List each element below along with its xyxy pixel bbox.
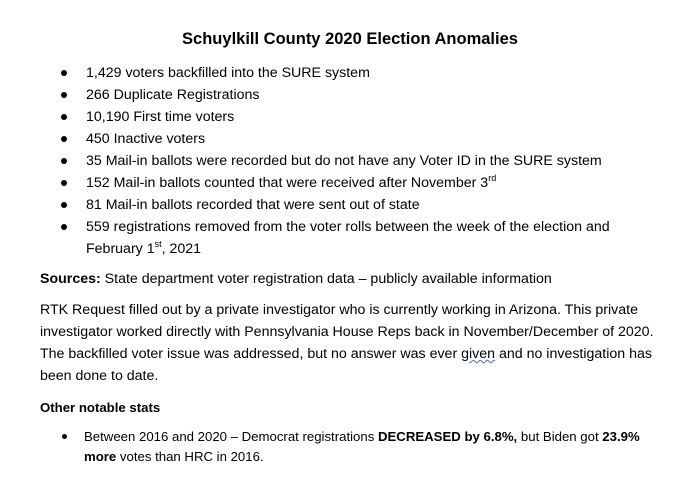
bullet-icon [61,136,67,142]
list-item: 450 Inactive voters [0,128,656,150]
list-item: 10,190 First time voters [0,106,656,128]
flagged-word: given [461,346,496,362]
bullet-icon [61,202,67,208]
bullet-icon [62,434,67,439]
list-item: 152 Mail-in ballots counted that were received after November 3rd [0,172,656,194]
list-item: 35 Mail-in ballots were recorded but do not have any Voter ID in the SURE system [0,150,656,172]
list-item: 81 Mail-in ballots recorded that were sent out of state [0,194,656,216]
notable-heading: Other notable stats [40,400,161,415]
rtk-paragraph: RTK Request filled out by a private investigator who is currently working in Arizona. This private investigator worked directly with Pennsylvania House Reps back in November/December of 2020. The backfilled voter issue was addressed, but no answer was ever given and no investigation has been done to date. [40,302,654,384]
bullet-icon [61,224,67,230]
sources-paragraph: Sources: State department voter registration data – publicly available information [40,271,552,287]
anomalies-list [0,62,700,260]
list-item: 559 registrations removed from the voter rolls between the week of the election and February 1st, 2021 [0,216,656,260]
bullet-icon [61,92,67,98]
bullet-icon [61,180,67,186]
page-title: Schuylkill County 2020 Election Anomalies [182,30,518,48]
notable-list [0,427,700,467]
list-item: 1,429 voters backfilled into the SURE system [0,62,656,84]
list-item: Between 2016 and 2020 – Democrat registrations DECREASED by 6.8%, but Biden got 23.9% more votes than HRC in 2016. [0,427,644,467]
bullet-icon [61,158,67,164]
list-item: 266 Duplicate Registrations [0,84,656,106]
bullet-icon [61,114,67,120]
sources-label: Sources: [40,271,101,287]
bullet-icon [61,70,67,76]
